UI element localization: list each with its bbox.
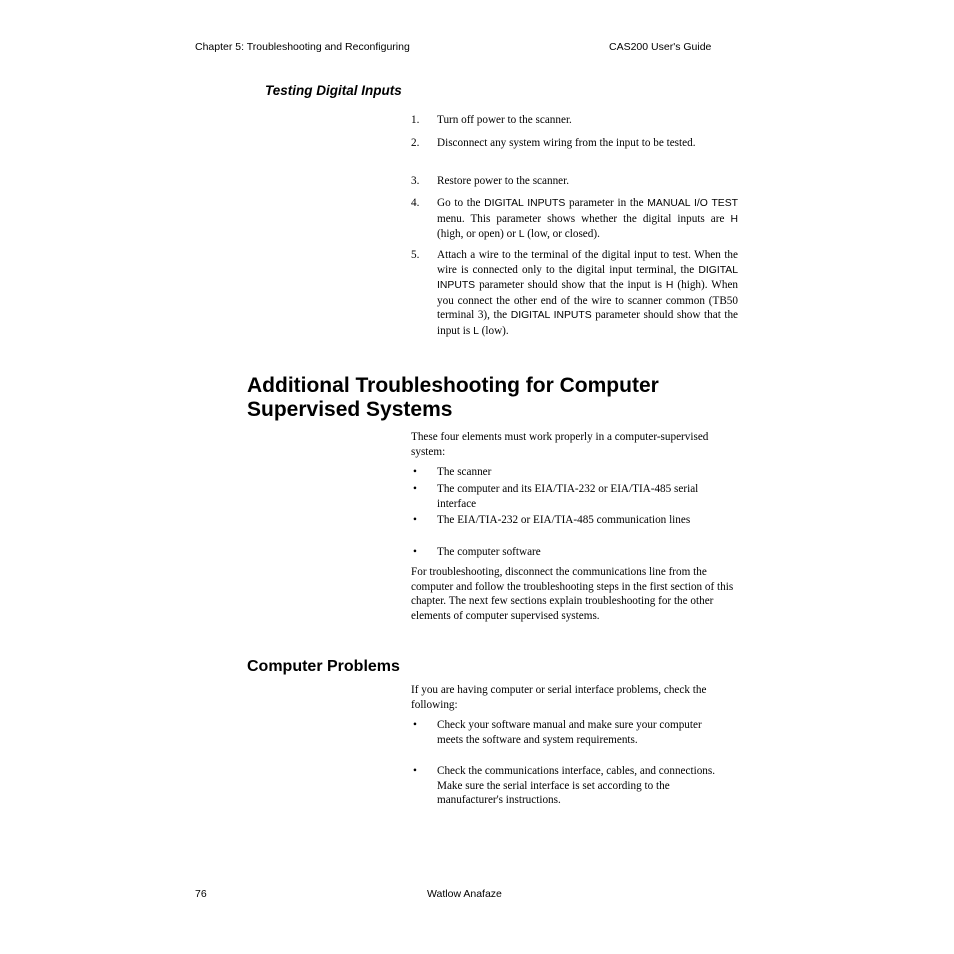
menu-name: MANUAL I/O TEST bbox=[647, 198, 739, 209]
bullet-marker: • bbox=[413, 546, 417, 558]
bullet-text: Check the communications interface, cables, and connections. Make sure the serial interface is set according to the manufacturer's instructions. bbox=[437, 765, 716, 807]
troubleshooting-paragraph: For troubleshooting, disconnect the communications line from the computer and follow the troubleshooting steps in the first section of this chapter. The next few sections explain troubleshooting for the other elements of computer supervised systems. bbox=[411, 566, 734, 622]
bullet-text: The computer and its EIA/TIA-232 or EIA/TIA-485 serial interface bbox=[437, 483, 699, 510]
step-text: Go to the DIGITAL INPUTS parameter in the MANUAL I/O TEST menu. This parameter shows whether the digital inputs are H (high, or open) or L (low, or closed). bbox=[437, 197, 739, 241]
bullet-text: The EIA/TIA-232 or EIA/TIA-485 communication lines bbox=[437, 514, 691, 526]
header-chapter: Chapter 5: Troubleshooting and Reconfiguring bbox=[195, 41, 410, 53]
section-heading-additional-troubleshooting bbox=[247, 374, 847, 422]
step-text: Disconnect any system wiring from the input to be tested. bbox=[437, 137, 696, 149]
step-number: 3. bbox=[411, 175, 420, 187]
bullet-marker: • bbox=[413, 765, 417, 777]
computer-intro-paragraph: If you are having computer or serial interface problems, check the following: bbox=[411, 684, 707, 711]
step-text: Restore power to the scanner. bbox=[437, 175, 570, 187]
parameter-name: DIGITAL INPUTS bbox=[437, 264, 738, 292]
step-text: Turn off power to the scanner. bbox=[437, 114, 572, 126]
section-heading-computer-problems: Computer Problems bbox=[247, 658, 400, 675]
bullet-marker: • bbox=[413, 466, 417, 478]
section-heading-testing-digital-inputs: Testing Digital Inputs bbox=[265, 83, 402, 98]
heading-line: Additional Troubleshooting for Computer bbox=[247, 374, 659, 397]
value-low: L bbox=[473, 325, 479, 337]
bullet-marker: • bbox=[413, 514, 417, 526]
intro-paragraph: These four elements must work properly in a computer-supervised system: bbox=[411, 431, 709, 458]
step-number: 1. bbox=[411, 114, 420, 126]
header-guide-title: CAS200 User's Guide bbox=[609, 41, 712, 53]
page-number: 76 bbox=[195, 888, 207, 900]
value-high: H bbox=[665, 280, 674, 292]
step-number: 2. bbox=[411, 137, 420, 149]
bullet-text: The computer software bbox=[437, 546, 541, 558]
step-text: Attach a wire to the terminal of the digital input to test. When the wire is connected only to the digital input terminal, the DIGITAL INPUTS parameter should show that the input is H (high). When you connect the other end of the wire to scanner common (TB50 terminal 3), the DIGITAL INPUTS parameter should show that the input is L (low). bbox=[437, 249, 739, 337]
parameter-name: DIGITAL INPUTS bbox=[510, 310, 592, 322]
value-high: H bbox=[730, 213, 738, 225]
bullet-text: Check your software manual and make sure your computer meets the software and system requirements. bbox=[437, 719, 702, 746]
bullet-text: The scanner bbox=[437, 466, 492, 478]
step-number: 5. bbox=[411, 249, 420, 261]
footer-company: Watlow Anafaze bbox=[427, 888, 502, 900]
bullet-marker: • bbox=[413, 483, 417, 495]
heading-line: Supervised Systems bbox=[247, 398, 453, 421]
bullet-marker: • bbox=[413, 719, 417, 731]
parameter-name: DIGITAL INPUTS bbox=[484, 198, 566, 209]
value-low: L bbox=[518, 229, 525, 241]
step-number: 4. bbox=[411, 197, 420, 209]
